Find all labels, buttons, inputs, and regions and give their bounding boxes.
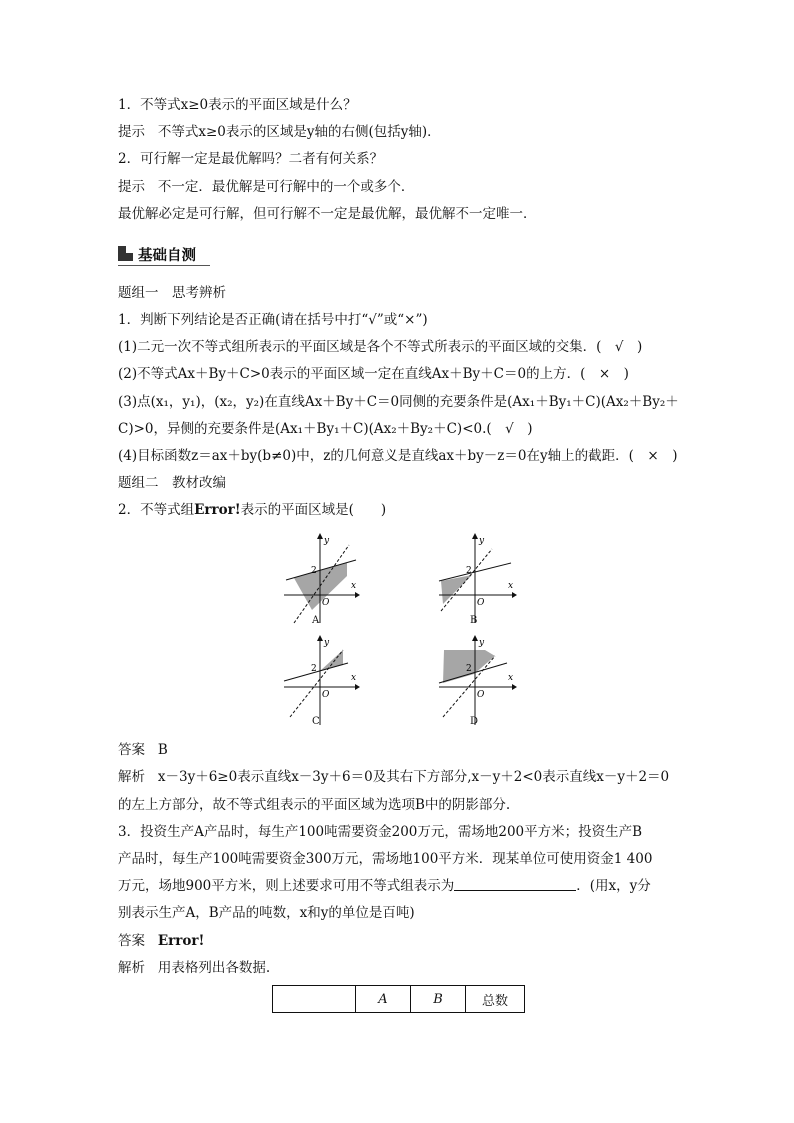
statement-1: (1)二元一次不等式组所表示的平面区域是各个不等式所表示的平面区域的交集．( √ ) bbox=[118, 339, 643, 355]
group1-title: 题组一 思考辨析 bbox=[118, 285, 226, 301]
group1-question: 1．判断下列结论是否正确(请在括号中打“√”或“×”) bbox=[118, 312, 428, 328]
q3-analysis: 解析 用表格列出各数据. bbox=[118, 960, 271, 976]
analysis-label: 解析 bbox=[118, 960, 145, 976]
data-table bbox=[272, 985, 525, 1013]
intro-answer-1 bbox=[118, 123, 441, 141]
hint-text: 不等式x≥0表示的区域是y轴的右侧(包括y轴)． bbox=[157, 124, 441, 140]
hint-text: 不一定．最优解是可行解中的一个或多个． bbox=[157, 179, 415, 195]
statement-2: (2)不等式Ax＋By＋C>0表示的平面区域一定在直线Ax＋By＋C＝0的上方．( × ) bbox=[118, 366, 629, 382]
table-header-cell bbox=[273, 986, 356, 1013]
q3-line-1: 3．投资生产A产品时，每生产100吨需要资金200万元，需场地200平方米；投资生产B bbox=[118, 824, 643, 840]
hint-label: 提示 bbox=[118, 179, 145, 195]
table-header-cell: 总数 bbox=[466, 986, 525, 1013]
answer-label: 答案 bbox=[118, 933, 145, 949]
q2-answer bbox=[118, 741, 168, 759]
figure-label-d: D bbox=[470, 716, 479, 727]
q3-line-3: 万元，场地900平方米，则上述要求可用不等式组表示为 ．(用x，y分 bbox=[118, 878, 651, 894]
svg-text:x: x bbox=[351, 581, 357, 591]
svg-text:y: y bbox=[479, 536, 485, 546]
answer-value: B bbox=[157, 742, 168, 758]
analysis-label: 解析 bbox=[118, 769, 145, 785]
svg-text:x: x bbox=[351, 673, 357, 683]
answer-label: 答案 bbox=[118, 742, 145, 758]
svg-text:O: O bbox=[322, 598, 330, 608]
table-header-row bbox=[273, 986, 525, 1013]
intro-question-1: 1．不等式x≥0表示的平面区域是什么？ bbox=[118, 97, 357, 113]
statement-3a: (3)点(x₁，y₁)，(x₂，y₂)在直线Ax＋By＋C＝0同侧的充要条件是(Ax₁＋By₁＋C)(Ax₂＋By₂＋ bbox=[118, 394, 679, 410]
q3-answer bbox=[118, 932, 204, 950]
answer-blank bbox=[454, 877, 576, 891]
svg-text:y: y bbox=[324, 638, 330, 648]
group2-question: 2．不等式组Error!表示的平面区域是( ) bbox=[118, 502, 387, 518]
statement-3b: C)>0，异侧的充要条件是(Ax₁＋By₁＋C)(Ax₂＋By₂＋C)<0.( √ ) bbox=[118, 421, 533, 437]
q3-line-4: 别表示生产A，B产品的吨数，x和y的单位是百吨) bbox=[118, 905, 415, 921]
figure-option-b bbox=[435, 533, 520, 625]
error-token: Error! bbox=[194, 502, 241, 518]
figure-label-c: C bbox=[312, 716, 320, 727]
svg-text:2: 2 bbox=[311, 566, 317, 576]
svg-text:y: y bbox=[324, 536, 330, 546]
svg-text:x: x bbox=[508, 673, 514, 683]
svg-text:x: x bbox=[508, 581, 514, 591]
figure-option-c bbox=[280, 635, 360, 727]
figure-option-a bbox=[280, 533, 360, 625]
section-header bbox=[118, 243, 210, 267]
svg-text:O: O bbox=[477, 690, 485, 700]
section-underline bbox=[118, 265, 210, 266]
q3-line-2: 产品时，每生产100吨需要资金300万元，需场地100平方米．现某单位可使用资金1 400 bbox=[118, 851, 653, 867]
intro-question-2: 2．可行解一定是最优解吗？二者有何关系？ bbox=[118, 151, 384, 167]
section-title: 基础自测 bbox=[138, 248, 196, 264]
svg-text:2: 2 bbox=[466, 566, 472, 576]
svg-text:O: O bbox=[322, 690, 330, 700]
svg-text:2: 2 bbox=[311, 664, 317, 674]
group2-title: 题组二 教材改编 bbox=[118, 475, 226, 491]
table-header-cell: A bbox=[356, 986, 411, 1013]
intro-answer-2-extra: 最优解必定是可行解，但可行解不一定是最优解，最优解不一定唯一． bbox=[118, 206, 537, 222]
q2-analysis-2: 的左上方部分，故不等式组表示的平面区域为选项B中的阴影部分. bbox=[118, 797, 511, 813]
intro-answer-2 bbox=[118, 178, 414, 196]
q2-analysis-1: 解析 x－3y＋6≥0表示直线x－3y＋6＝0及其右下方部分,x－y＋2<0表示直线x－y＋2＝0 bbox=[118, 769, 670, 785]
figure-label-b: B bbox=[470, 615, 478, 626]
statement-4: (4)目标函数z＝ax＋by(b≠0)中，z的几何意义是直线ax＋by－z＝0在y轴上的截距．( × ) bbox=[118, 448, 678, 464]
hint-label: 提示 bbox=[118, 124, 145, 140]
svg-text:O: O bbox=[477, 598, 485, 608]
answer-value: Error! bbox=[157, 933, 205, 949]
svg-text:y: y bbox=[479, 638, 485, 648]
svg-text:2: 2 bbox=[466, 664, 472, 674]
table-header-cell: B bbox=[411, 986, 466, 1013]
figure-label-a: A bbox=[312, 615, 320, 626]
